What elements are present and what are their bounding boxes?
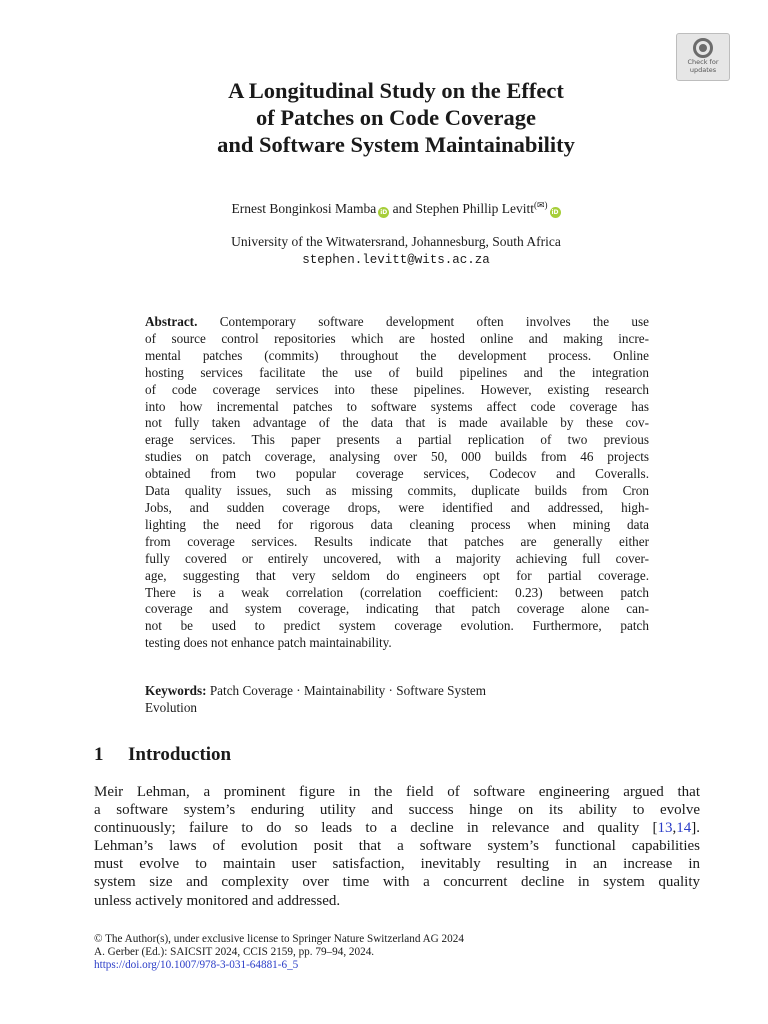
footer xyxy=(94,933,464,973)
author-name: Ernest Bonginkosi Mamba xyxy=(231,201,377,216)
abstract-line: not fully taken advantage of the data that is made available by these cov- xyxy=(145,415,649,431)
title-line: A Longitudinal Study on the Effect xyxy=(228,78,564,103)
body-line: must evolve to maintain user satisfaction, inevitably resulting in an increase in xyxy=(94,856,700,873)
body-line: continuously; failure to do so leads to a decline in relevance and quality [13,14]. xyxy=(94,820,700,837)
abstract-line: fully covered or entirely uncovered, with a majority achieving full cover- xyxy=(145,550,649,566)
abstract-line: not be used to predict system coverage evolution. Furthermore, patch xyxy=(145,618,649,634)
abstract-line: erage services. This paper presents a partial replication of two previous xyxy=(145,432,649,448)
citation-link[interactable]: 14 xyxy=(676,820,692,837)
copyright-notice: © The Author(s), under exclusive license to Springer Nature Switzerland AG 2024 xyxy=(94,933,464,945)
abstract-line: lighting the need for rigorous data cleaning process when mining data xyxy=(145,516,649,532)
abstract-line: from coverage services. Results indicate that patches are generally either xyxy=(145,533,649,549)
orcid-icon[interactable]: iD xyxy=(551,209,559,216)
keywords xyxy=(145,682,649,716)
corresponding-author-mark: (✉) xyxy=(533,200,548,210)
orcid-icon[interactable]: iD xyxy=(380,209,388,216)
body-line: a software system’s enduring utility and success hinge on its ability to evolve xyxy=(94,802,700,819)
section-title: Introduction xyxy=(128,744,232,765)
keywords-label: Keywords: xyxy=(145,683,207,698)
check-for-updates-badge[interactable] xyxy=(676,33,730,81)
update-icon xyxy=(693,38,713,58)
abstract-line: mental patches (commits) throughout the development process. Online xyxy=(145,347,649,363)
section-number: 1 xyxy=(94,744,104,765)
abstract-line: hosting services facilitate the use of build pipelines and the integration xyxy=(145,364,649,380)
keywords-list-cont: Evolution xyxy=(145,700,198,715)
citation-info: A. Gerber (Ed.): SAICSIT 2024, CCIS 2159, pp. 79–94, 2024. xyxy=(94,946,375,959)
abstract-line: studies on patch coverage, analysing over 50, 000 builds from 46 projects xyxy=(145,449,649,465)
abstract-line: testing does not enhance patch maintainability. xyxy=(145,635,392,651)
abstract-line: into how incremental patches to software systems affect code coverage has xyxy=(145,398,649,414)
abstract-line: Data quality issues, such as missing commits, duplicate builds from Cron xyxy=(145,483,649,499)
abstract-line: coverage and system coverage, indicating that patch coverage alone can- xyxy=(145,601,649,617)
title-line: of Patches on Code Coverage xyxy=(256,105,536,130)
badge-text-1: Check for xyxy=(687,58,719,66)
abstract-line: of source control repositories which are hosted online and making incre- xyxy=(145,330,649,346)
body-line: unless actively monitored and addressed. xyxy=(94,892,341,909)
abstract-line: obtained from two popular coverage services, Codecov and Coveralls. xyxy=(145,466,649,482)
affiliation: University of the Witwatersrand, Johannesburg, South Africa xyxy=(231,234,561,249)
doi-link[interactable]: https://doi.org/10.1007/978-3-031-64881-6_5 xyxy=(94,959,299,972)
author-email[interactable]: stephen.levitt@wits.ac.za xyxy=(302,253,490,267)
author-list xyxy=(100,200,692,218)
body-line: Meir Lehman, a prominent figure in the field of software engineering argued that xyxy=(94,784,700,800)
title-line: and Software System Maintainability xyxy=(217,132,575,157)
abstract-line: Abstract. Contemporary software development often involves the use xyxy=(145,314,650,329)
author-name: Stephen Phillip Levitt xyxy=(415,201,534,216)
abstract-line: age, suggesting that very seldom do engineers opt for partial coverage. xyxy=(145,567,649,583)
paper-title xyxy=(100,77,692,158)
abstract-label: Abstract. xyxy=(145,314,198,329)
citation-link[interactable]: 13 xyxy=(657,820,673,837)
body-line: system size and complexity over time with a concurrent decline in system quality xyxy=(94,874,700,891)
author-conjunction: and xyxy=(392,201,413,216)
abstract-line: There is a weak correlation (correlation coefficient: 0.23) between patch xyxy=(145,584,649,600)
badge-text-2: updates xyxy=(689,66,717,74)
abstract-line: of code coverage services into these pipelines. However, existing research xyxy=(145,381,649,397)
abstract-line: Jobs, and sudden coverage drops, were identified and addressed, high- xyxy=(145,499,649,515)
body-line: Lehman’s laws of evolution posit that a software system’s functional capabilities xyxy=(94,838,700,855)
section-heading xyxy=(94,744,231,766)
body-paragraph xyxy=(94,783,700,910)
keywords-list: Patch Coverage · Maintainability · Software System xyxy=(209,683,486,698)
abstract xyxy=(145,314,649,652)
